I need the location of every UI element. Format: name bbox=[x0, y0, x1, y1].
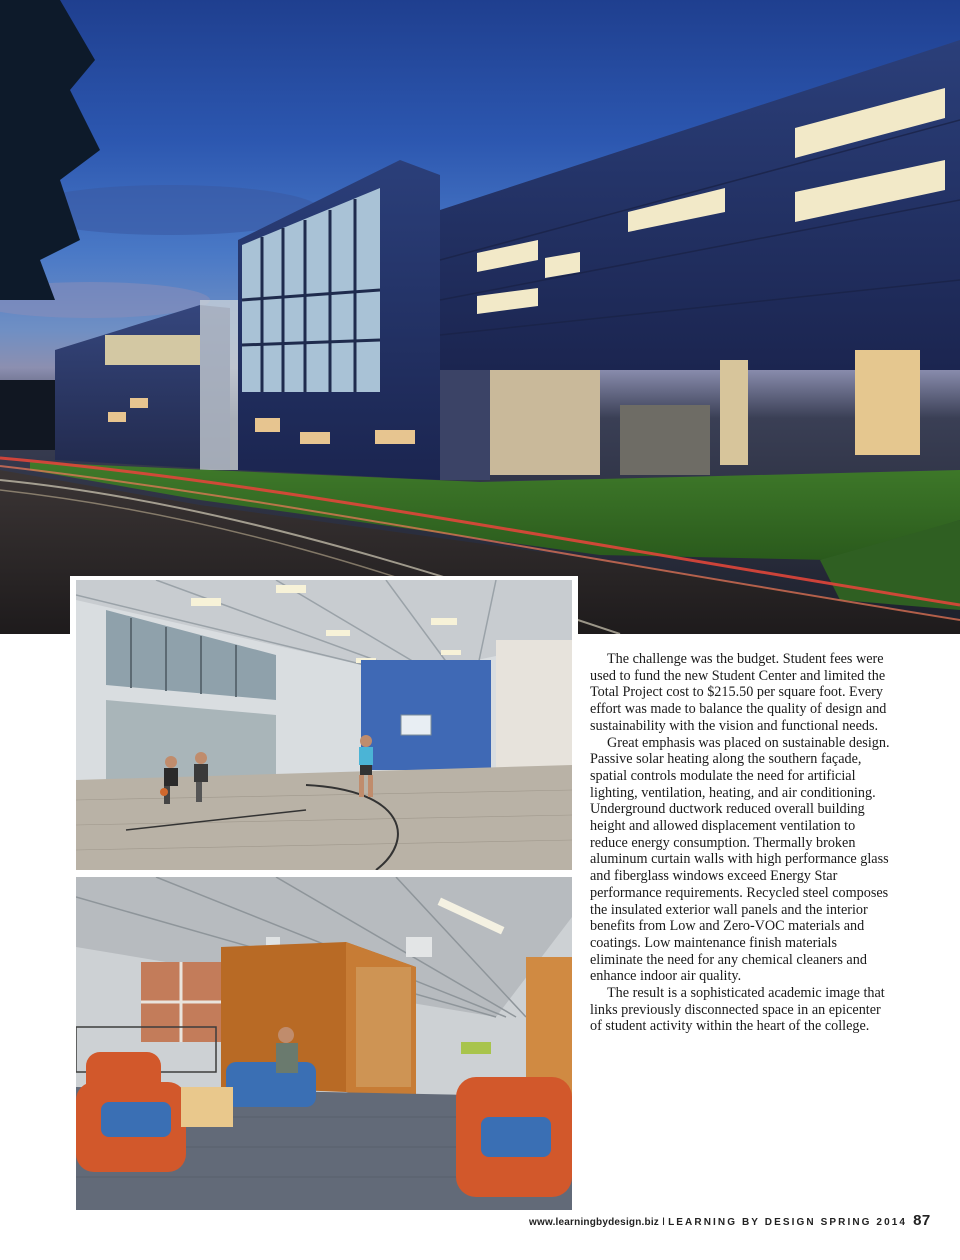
footer-magazine-title: LEARNING BY DESIGN SPRING 2014 bbox=[668, 1217, 908, 1228]
article-body bbox=[590, 651, 890, 1035]
page-footer bbox=[529, 1212, 929, 1232]
student-lounge-photo-icon bbox=[76, 877, 572, 1210]
page-number: 87 bbox=[913, 1212, 931, 1229]
paragraph-result: The result is a sophisticated academic image that links previously disconnected space in an epicenter of student activity within the heart of the college. bbox=[590, 985, 885, 1035]
footer-url[interactable]: www.learningbydesign.biz bbox=[529, 1217, 660, 1228]
gymnasium-photo bbox=[70, 576, 578, 874]
paragraph-sustainability: Great emphasis was placed on sustainable design. Passive solar heating along the southern façade, spatial controls modulate the need for artificial lighting, ventilation, heating, and air conditioning. Underground ductwork reduced overall building height and allowed displacement ventilation to reduce energy consumption. Thermally broken aluminum curtain walls with high performance glass and fiberglass windows exceed Energy Star performance requirements. Recycled steel composes the insulated exterior wall panels and the interior benefits from Low and Zero-VOC materials and coatings. Low maintenance finish materials eliminate the need for any chemical cleaners and enhance indoor air quality. bbox=[590, 734, 890, 985]
paragraph-budget: The challenge was the budget. Student fees were used to fund the new Student Center and limited the Total Project cost to $215.50 per square foot. Every effort was made to balance the quality of design and sustainability with the vision and functional needs. bbox=[590, 651, 887, 734]
footer-separator: I bbox=[662, 1216, 666, 1228]
gymnasium-photo-icon bbox=[76, 580, 572, 870]
student-lounge-photo bbox=[70, 874, 578, 1214]
